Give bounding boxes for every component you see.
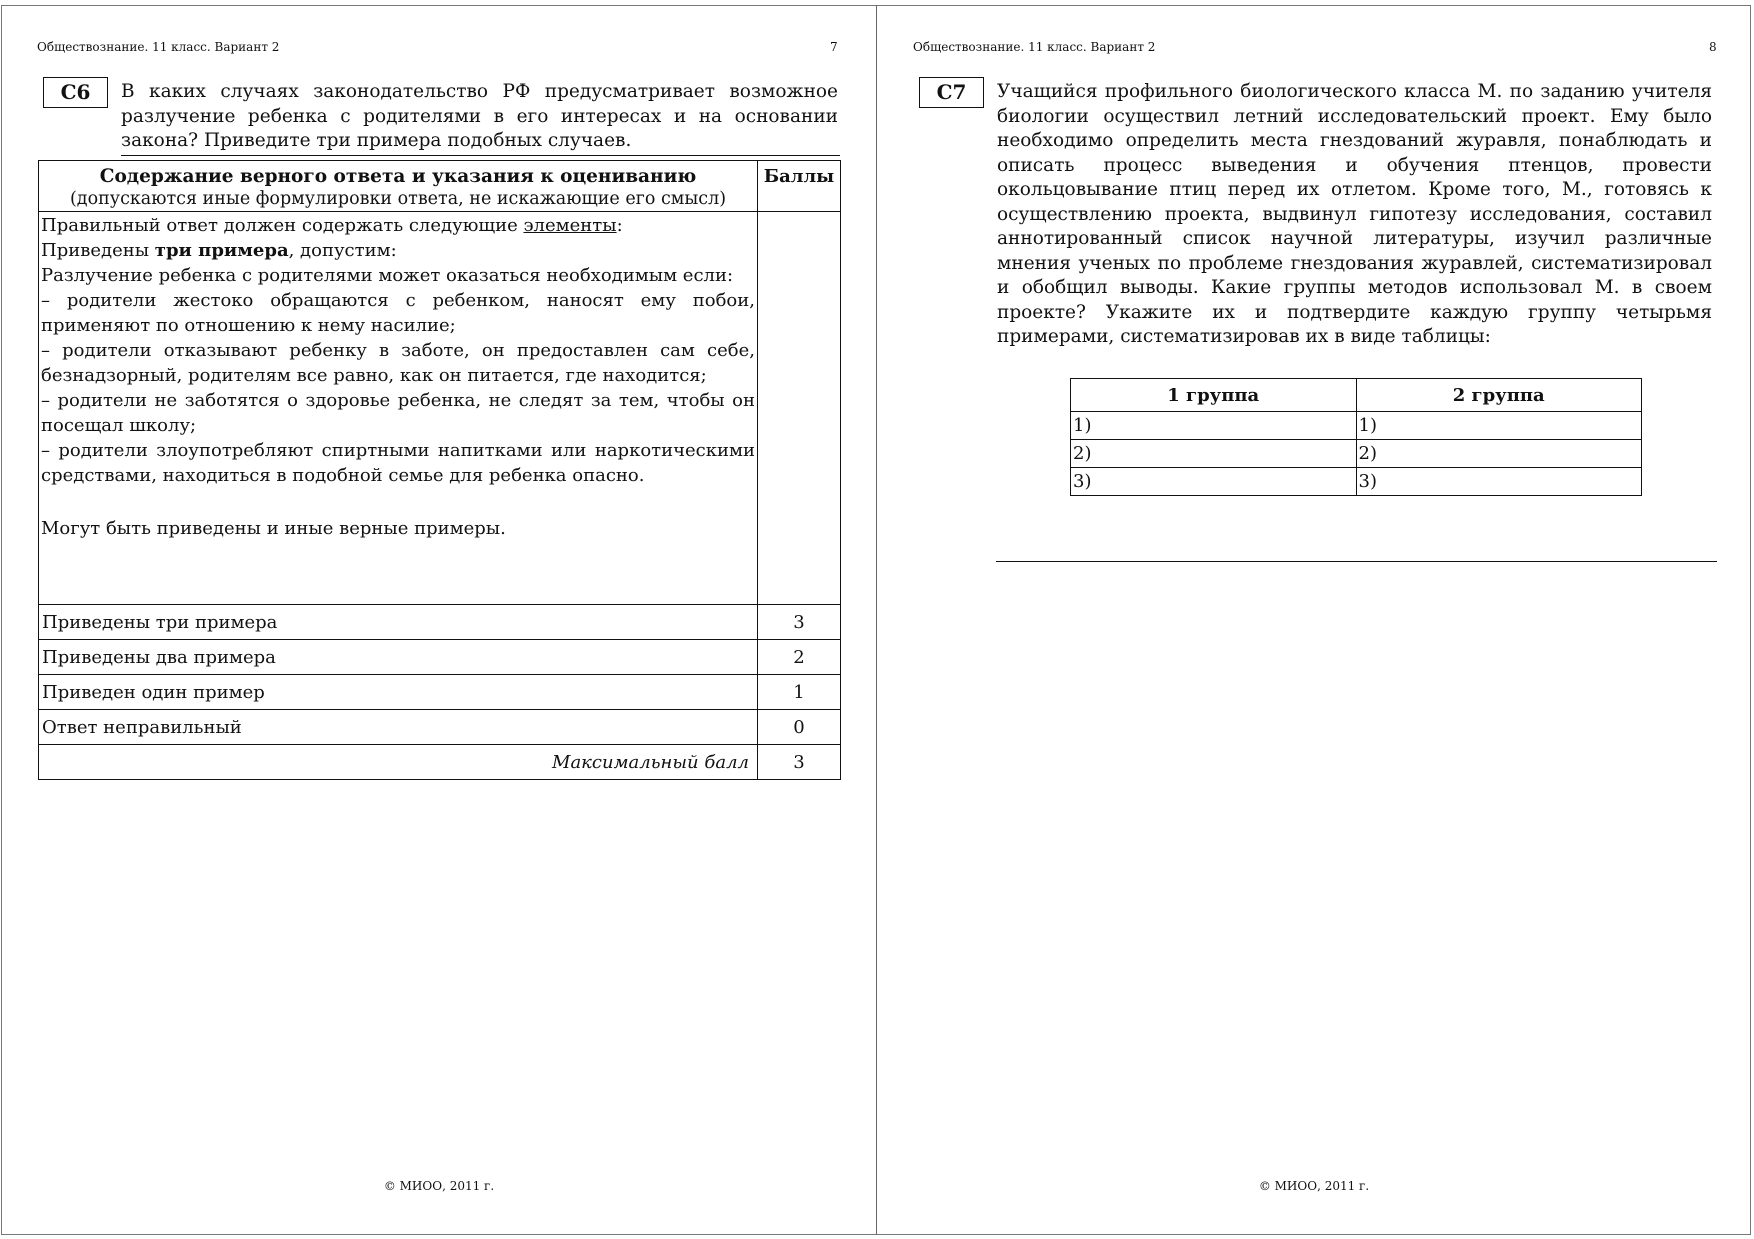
groups-table <box>1070 378 1642 496</box>
criteria-header-title: Содержание верного ответа и указания к оцениванию <box>99 166 697 187</box>
max-score-label: Максимальный балл <box>39 745 758 780</box>
content-item: – родители отказывают ребенку в заботе, он предоставлен сам себе, безнадзорный, родителям все равно, как он питается, где находится; <box>41 340 755 386</box>
groups-header-row <box>1071 379 1642 412</box>
page-number: 7 <box>830 40 838 54</box>
content-line-2 <box>41 238 755 263</box>
group-2-header: 2 группа <box>1356 379 1642 412</box>
group-1-header: 1 группа <box>1071 379 1357 412</box>
content-line-2-text: Приведены <box>41 240 155 261</box>
criteria-table <box>38 160 841 780</box>
question-label: C7 <box>919 77 984 108</box>
page-header: Обществознание. 11 класс. Вариант 2 <box>913 40 1156 54</box>
content-points-cell <box>758 212 841 605</box>
groups-row <box>1071 468 1642 496</box>
page-7 <box>2 5 876 1235</box>
max-score-row <box>39 745 841 780</box>
criteria-header-row <box>39 161 841 212</box>
question-label: C6 <box>43 77 108 108</box>
points-header: Баллы <box>758 161 841 212</box>
score-points: 3 <box>758 605 841 640</box>
score-row <box>39 710 841 745</box>
max-score-points: 3 <box>758 745 841 780</box>
group-cell: 3) <box>1356 468 1642 496</box>
criteria-content-row <box>39 212 841 605</box>
content-line-1-suffix: : <box>616 215 623 236</box>
criteria-content-cell <box>39 212 758 605</box>
page-header: Обществознание. 11 класс. Вариант 2 <box>37 40 280 54</box>
elements-underlined: элементы <box>523 215 617 236</box>
page-8 <box>877 5 1751 1235</box>
content-item: – родители жестоко обращаются с ребенком, наносят ему побои, применяют по отношению к нему насилие; <box>41 290 755 336</box>
content-line-2-suffix: , допустим: <box>288 240 397 261</box>
score-row <box>39 675 841 710</box>
page-footer: © МИОО, 2011 г. <box>1258 1179 1370 1193</box>
content-line-1 <box>41 213 755 238</box>
criteria-header-note: (допускаются иные формулировки ответа, не искажающие его смысл) <box>69 189 727 209</box>
page-number: 8 <box>1709 40 1717 54</box>
question-text: Учащийся профильного биологического класса М. по заданию учителя биологии осуществил летний исследовательский проект. Ему было необходимо определить места гнездований журавля, понаблюдать и описать процесс выведения и обучения птенцов, провести окольцовывание птиц перед их отлетом. Кроме того, М., готовясь к осуществлению проекта, выдвинул гипотезу исследования, составил аннотированный список научной литературы, изучил различные мнения ученых по проблеме гнездования журавлей, систематизировал и обобщил выводы. Какие группы методов использовал М. в своем проекте? Укажите их и подтвердите каждую группу четырьмя примерами, систематизировав их в виде таблицы: <box>997 81 1712 347</box>
score-points: 1 <box>758 675 841 710</box>
section-rule <box>996 561 1717 562</box>
groups-row <box>1071 412 1642 440</box>
content-item: – родители не заботятся о здоровье ребенка, не следят за тем, чтобы он посещал школу; <box>41 390 755 436</box>
group-cell: 2) <box>1071 440 1357 468</box>
three-examples-bold: три примера <box>154 240 289 261</box>
score-row <box>39 640 841 675</box>
group-cell: 3) <box>1071 468 1357 496</box>
score-label: Ответ неправильный <box>39 710 758 745</box>
content-line-1-text: Правильный ответ должен содержать следующие <box>41 215 524 236</box>
content-item: – родители злоупотребляют спиртными напитками или наркотическими средствами, находиться в подобной семье для ребенка опасно. <box>41 440 755 486</box>
page-footer: © МИОО, 2011 г. <box>383 1179 495 1193</box>
content-note: Могут быть приведены и иные верные примеры. <box>41 518 506 539</box>
content-intro: Разлучение ребенка с родителями может оказаться необходимым если: <box>41 265 734 286</box>
score-row <box>39 605 841 640</box>
score-label: Приведены два примера <box>39 640 758 675</box>
group-cell: 1) <box>1356 412 1642 440</box>
score-points: 2 <box>758 640 841 675</box>
question-rule <box>121 155 840 156</box>
score-label: Приведен один пример <box>39 675 758 710</box>
score-points: 0 <box>758 710 841 745</box>
group-cell: 1) <box>1071 412 1357 440</box>
score-label: Приведены три примера <box>39 605 758 640</box>
criteria-header-cell <box>39 161 758 212</box>
question-text: В каких случаях законодательство РФ предусматривает возможное разлучение ребенка с родителями в его интересах и на основании закона? Приведите три примера подобных случаев. <box>121 81 838 151</box>
group-cell: 2) <box>1356 440 1642 468</box>
groups-row <box>1071 440 1642 468</box>
